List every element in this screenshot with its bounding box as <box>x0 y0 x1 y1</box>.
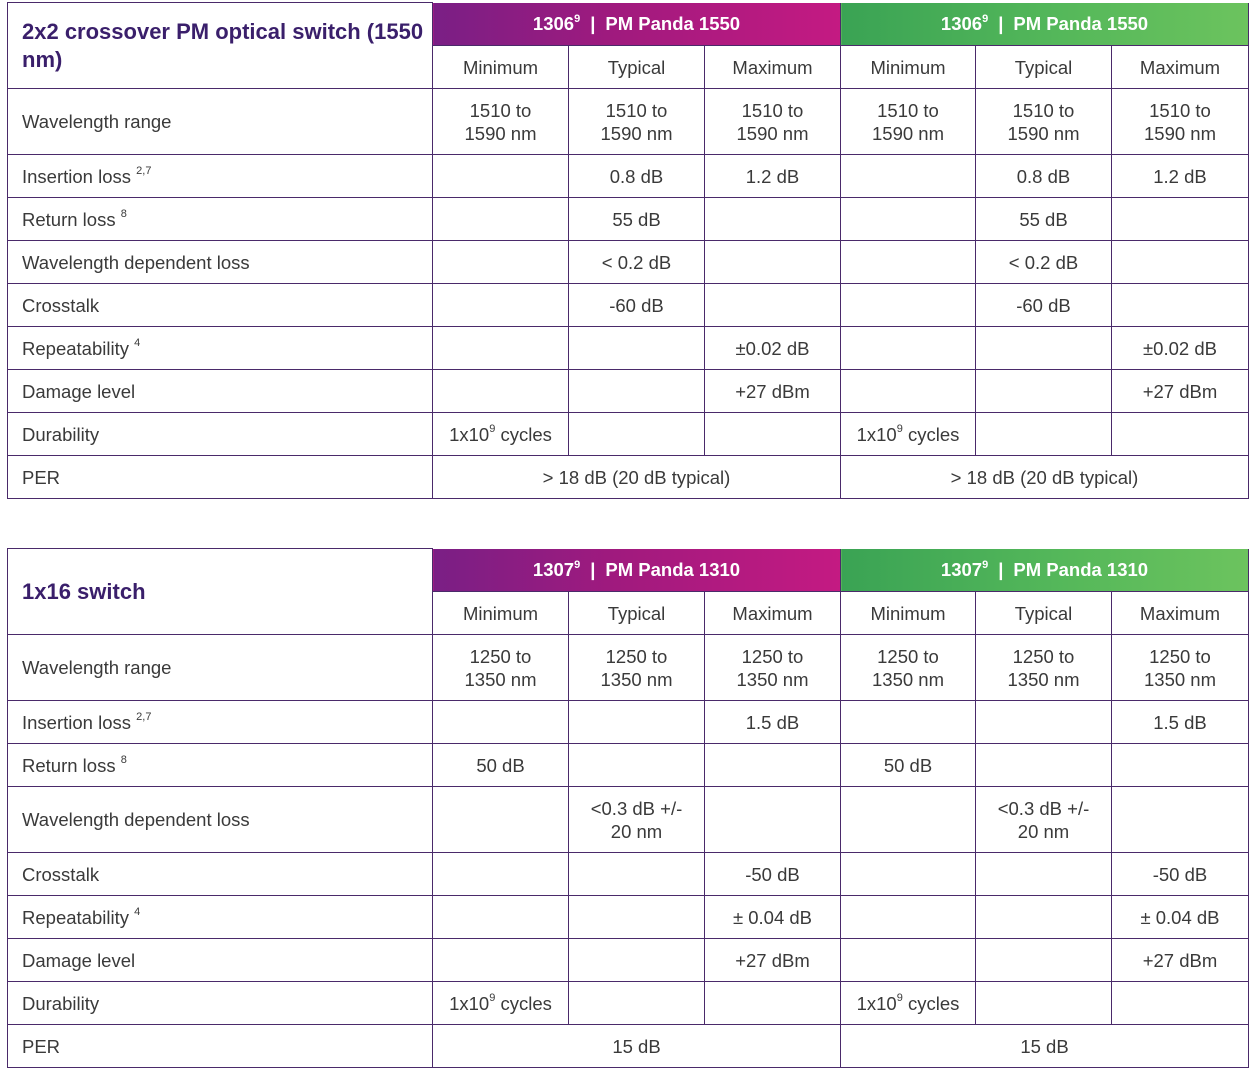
row-label: Durability <box>8 413 433 456</box>
cell-value <box>569 701 705 744</box>
cell-value: < 0.2 dB <box>569 241 705 284</box>
cell-value: ±0.02 dB <box>705 327 841 370</box>
subheader-maximum: Maximum <box>1112 46 1249 89</box>
table-row <box>8 370 1249 413</box>
cell-value <box>705 413 841 456</box>
cell-value: 1510 to 1590 nm <box>569 89 705 155</box>
cell-value <box>976 701 1112 744</box>
subheader-typical: Typical <box>976 592 1112 635</box>
cell-value <box>841 896 976 939</box>
table-row <box>8 1025 1249 1068</box>
row-label: Wavelength dependent loss <box>8 241 433 284</box>
cell-value <box>976 370 1112 413</box>
cell-value: > 18 dB (20 dB typical) <box>433 456 841 499</box>
spec-table-2x2-crossover <box>7 2 1249 499</box>
row-label: Wavelength dependent loss <box>8 787 433 853</box>
cell-value <box>976 982 1112 1025</box>
cell-value <box>705 744 841 787</box>
row-label: Wavelength range <box>8 89 433 155</box>
cell-value: ± 0.04 dB <box>705 896 841 939</box>
row-label: Crosstalk <box>8 284 433 327</box>
cell-value: 1.5 dB <box>705 701 841 744</box>
cell-value <box>569 413 705 456</box>
cell-value <box>433 198 569 241</box>
cell-value <box>976 327 1112 370</box>
cell-value: 1250 to 1350 nm <box>1112 635 1249 701</box>
cell-value: $1x10^9$ cycles <box>433 982 569 1025</box>
cell-value <box>705 787 841 853</box>
spec-table-1x16-switch <box>7 548 1249 1068</box>
cell-value: 0.8 dB <box>976 155 1112 198</box>
cell-value: 50 dB <box>433 744 569 787</box>
table-row <box>8 982 1249 1025</box>
cell-value <box>705 284 841 327</box>
table-row <box>8 896 1249 939</box>
cell-value <box>976 896 1112 939</box>
cell-value: $1x10^9$ cycles <box>841 982 976 1025</box>
cell-value <box>569 853 705 896</box>
table-row <box>8 198 1249 241</box>
cell-value <box>841 939 976 982</box>
row-label: Insertion loss $^{2,7}$ <box>8 155 433 198</box>
cell-value <box>433 787 569 853</box>
cell-value: < 0.2 dB <box>976 241 1112 284</box>
cell-value: $1x10^9$ cycles <box>841 413 976 456</box>
subheader-minimum: Minimum <box>841 592 976 635</box>
cell-value: +27 dBm <box>705 939 841 982</box>
group-header-green: 1306$^9$ | PM Panda 1550 <box>841 3 1249 46</box>
cell-value: 1.5 dB <box>1112 701 1249 744</box>
subheader-typical: Typical <box>569 46 705 89</box>
row-label: Wavelength range <box>8 635 433 701</box>
cell-value <box>569 370 705 413</box>
cell-value: $1x10^9$ cycles <box>433 413 569 456</box>
cell-value <box>1112 787 1249 853</box>
cell-value: -50 dB <box>1112 853 1249 896</box>
cell-value: +27 dBm <box>705 370 841 413</box>
subheader-minimum: Minimum <box>433 46 569 89</box>
table-row <box>8 456 1249 499</box>
table-title: 2x2 crossover PM optical switch (1550 nm) <box>8 3 433 89</box>
cell-value: 1510 to 1590 nm <box>433 89 569 155</box>
row-label: PER <box>8 1025 433 1068</box>
row-label: Durability <box>8 982 433 1025</box>
cell-value <box>433 155 569 198</box>
group-header-purple: 1307$^9$ | PM Panda 1310 <box>433 549 841 592</box>
cell-value: 0.8 dB <box>569 155 705 198</box>
cell-value <box>841 198 976 241</box>
table-row <box>8 853 1249 896</box>
subheader-maximum: Maximum <box>1112 592 1249 635</box>
cell-value: 1.2 dB <box>705 155 841 198</box>
cell-value <box>841 370 976 413</box>
cell-value <box>841 787 976 853</box>
cell-value <box>433 241 569 284</box>
cell-value: 1250 to 1350 nm <box>433 635 569 701</box>
cell-value <box>705 241 841 284</box>
row-label: Damage level <box>8 370 433 413</box>
cell-value <box>433 939 569 982</box>
cell-value <box>433 853 569 896</box>
table-row <box>8 155 1249 198</box>
cell-value: 1510 to 1590 nm <box>1112 89 1249 155</box>
cell-value: <0.3 dB +/- 20 nm <box>569 787 705 853</box>
cell-value <box>433 896 569 939</box>
cell-value <box>976 744 1112 787</box>
cell-value <box>841 327 976 370</box>
row-label: Damage level <box>8 939 433 982</box>
group-header-green: 1307$^9$ | PM Panda 1310 <box>841 549 1249 592</box>
table-row <box>8 635 1249 701</box>
cell-value <box>705 982 841 1025</box>
cell-value <box>976 939 1112 982</box>
cell-value: 15 dB <box>841 1025 1249 1068</box>
cell-value <box>433 701 569 744</box>
cell-value: 1250 to 1350 nm <box>841 635 976 701</box>
cell-value: 1250 to 1350 nm <box>705 635 841 701</box>
row-label: Crosstalk <box>8 853 433 896</box>
cell-value <box>976 853 1112 896</box>
table-row <box>8 939 1249 982</box>
table-row <box>8 89 1249 155</box>
cell-value: 55 dB <box>569 198 705 241</box>
cell-value: ± 0.04 dB <box>1112 896 1249 939</box>
cell-value <box>841 155 976 198</box>
cell-value <box>841 853 976 896</box>
cell-value: -60 dB <box>569 284 705 327</box>
cell-value <box>1112 982 1249 1025</box>
row-label: Return loss $^8$ <box>8 198 433 241</box>
row-label: PER <box>8 456 433 499</box>
table-row <box>8 787 1249 853</box>
table-row <box>8 284 1249 327</box>
cell-value <box>705 198 841 241</box>
cell-value <box>569 327 705 370</box>
subheader-maximum: Maximum <box>705 46 841 89</box>
table-row <box>8 327 1249 370</box>
group-header-purple: 1306$^9$ | PM Panda 1550 <box>433 3 841 46</box>
table-row <box>8 413 1249 456</box>
subheader-minimum: Minimum <box>433 592 569 635</box>
cell-value <box>1112 744 1249 787</box>
cell-value: 1510 to 1590 nm <box>841 89 976 155</box>
row-label: Insertion loss $^{2,7}$ <box>8 701 433 744</box>
row-label: Return loss $^8$ <box>8 744 433 787</box>
table-row <box>8 241 1249 284</box>
cell-value: 50 dB <box>841 744 976 787</box>
cell-value <box>569 939 705 982</box>
subheader-typical: Typical <box>976 46 1112 89</box>
table-row <box>8 744 1249 787</box>
cell-value: 1510 to 1590 nm <box>976 89 1112 155</box>
cell-value <box>1112 241 1249 284</box>
row-label: Repeatability $^4$ <box>8 896 433 939</box>
cell-value: 1250 to 1350 nm <box>976 635 1112 701</box>
subheader-minimum: Minimum <box>841 46 976 89</box>
table-title: 1x16 switch <box>8 549 433 635</box>
cell-value: -60 dB <box>976 284 1112 327</box>
cell-value <box>569 744 705 787</box>
cell-value: -50 dB <box>705 853 841 896</box>
cell-value <box>569 896 705 939</box>
cell-value: ±0.02 dB <box>1112 327 1249 370</box>
cell-value: +27 dBm <box>1112 939 1249 982</box>
cell-value: 15 dB <box>433 1025 841 1068</box>
subheader-maximum: Maximum <box>705 592 841 635</box>
row-label: Repeatability $^4$ <box>8 327 433 370</box>
cell-value <box>433 370 569 413</box>
subheader-typical: Typical <box>569 592 705 635</box>
cell-value: 1250 to 1350 nm <box>569 635 705 701</box>
cell-value <box>976 413 1112 456</box>
cell-value: <0.3 dB +/- 20 nm <box>976 787 1112 853</box>
cell-value: > 18 dB (20 dB typical) <box>841 456 1249 499</box>
cell-value <box>433 327 569 370</box>
cell-value: +27 dBm <box>1112 370 1249 413</box>
cell-value <box>841 241 976 284</box>
cell-value <box>433 284 569 327</box>
cell-value: 1510 to 1590 nm <box>705 89 841 155</box>
cell-value: 1.2 dB <box>1112 155 1249 198</box>
cell-value <box>841 284 976 327</box>
cell-value <box>1112 413 1249 456</box>
cell-value <box>841 701 976 744</box>
cell-value <box>569 982 705 1025</box>
cell-value <box>1112 284 1249 327</box>
cell-value: 55 dB <box>976 198 1112 241</box>
table-row <box>8 701 1249 744</box>
cell-value <box>1112 198 1249 241</box>
